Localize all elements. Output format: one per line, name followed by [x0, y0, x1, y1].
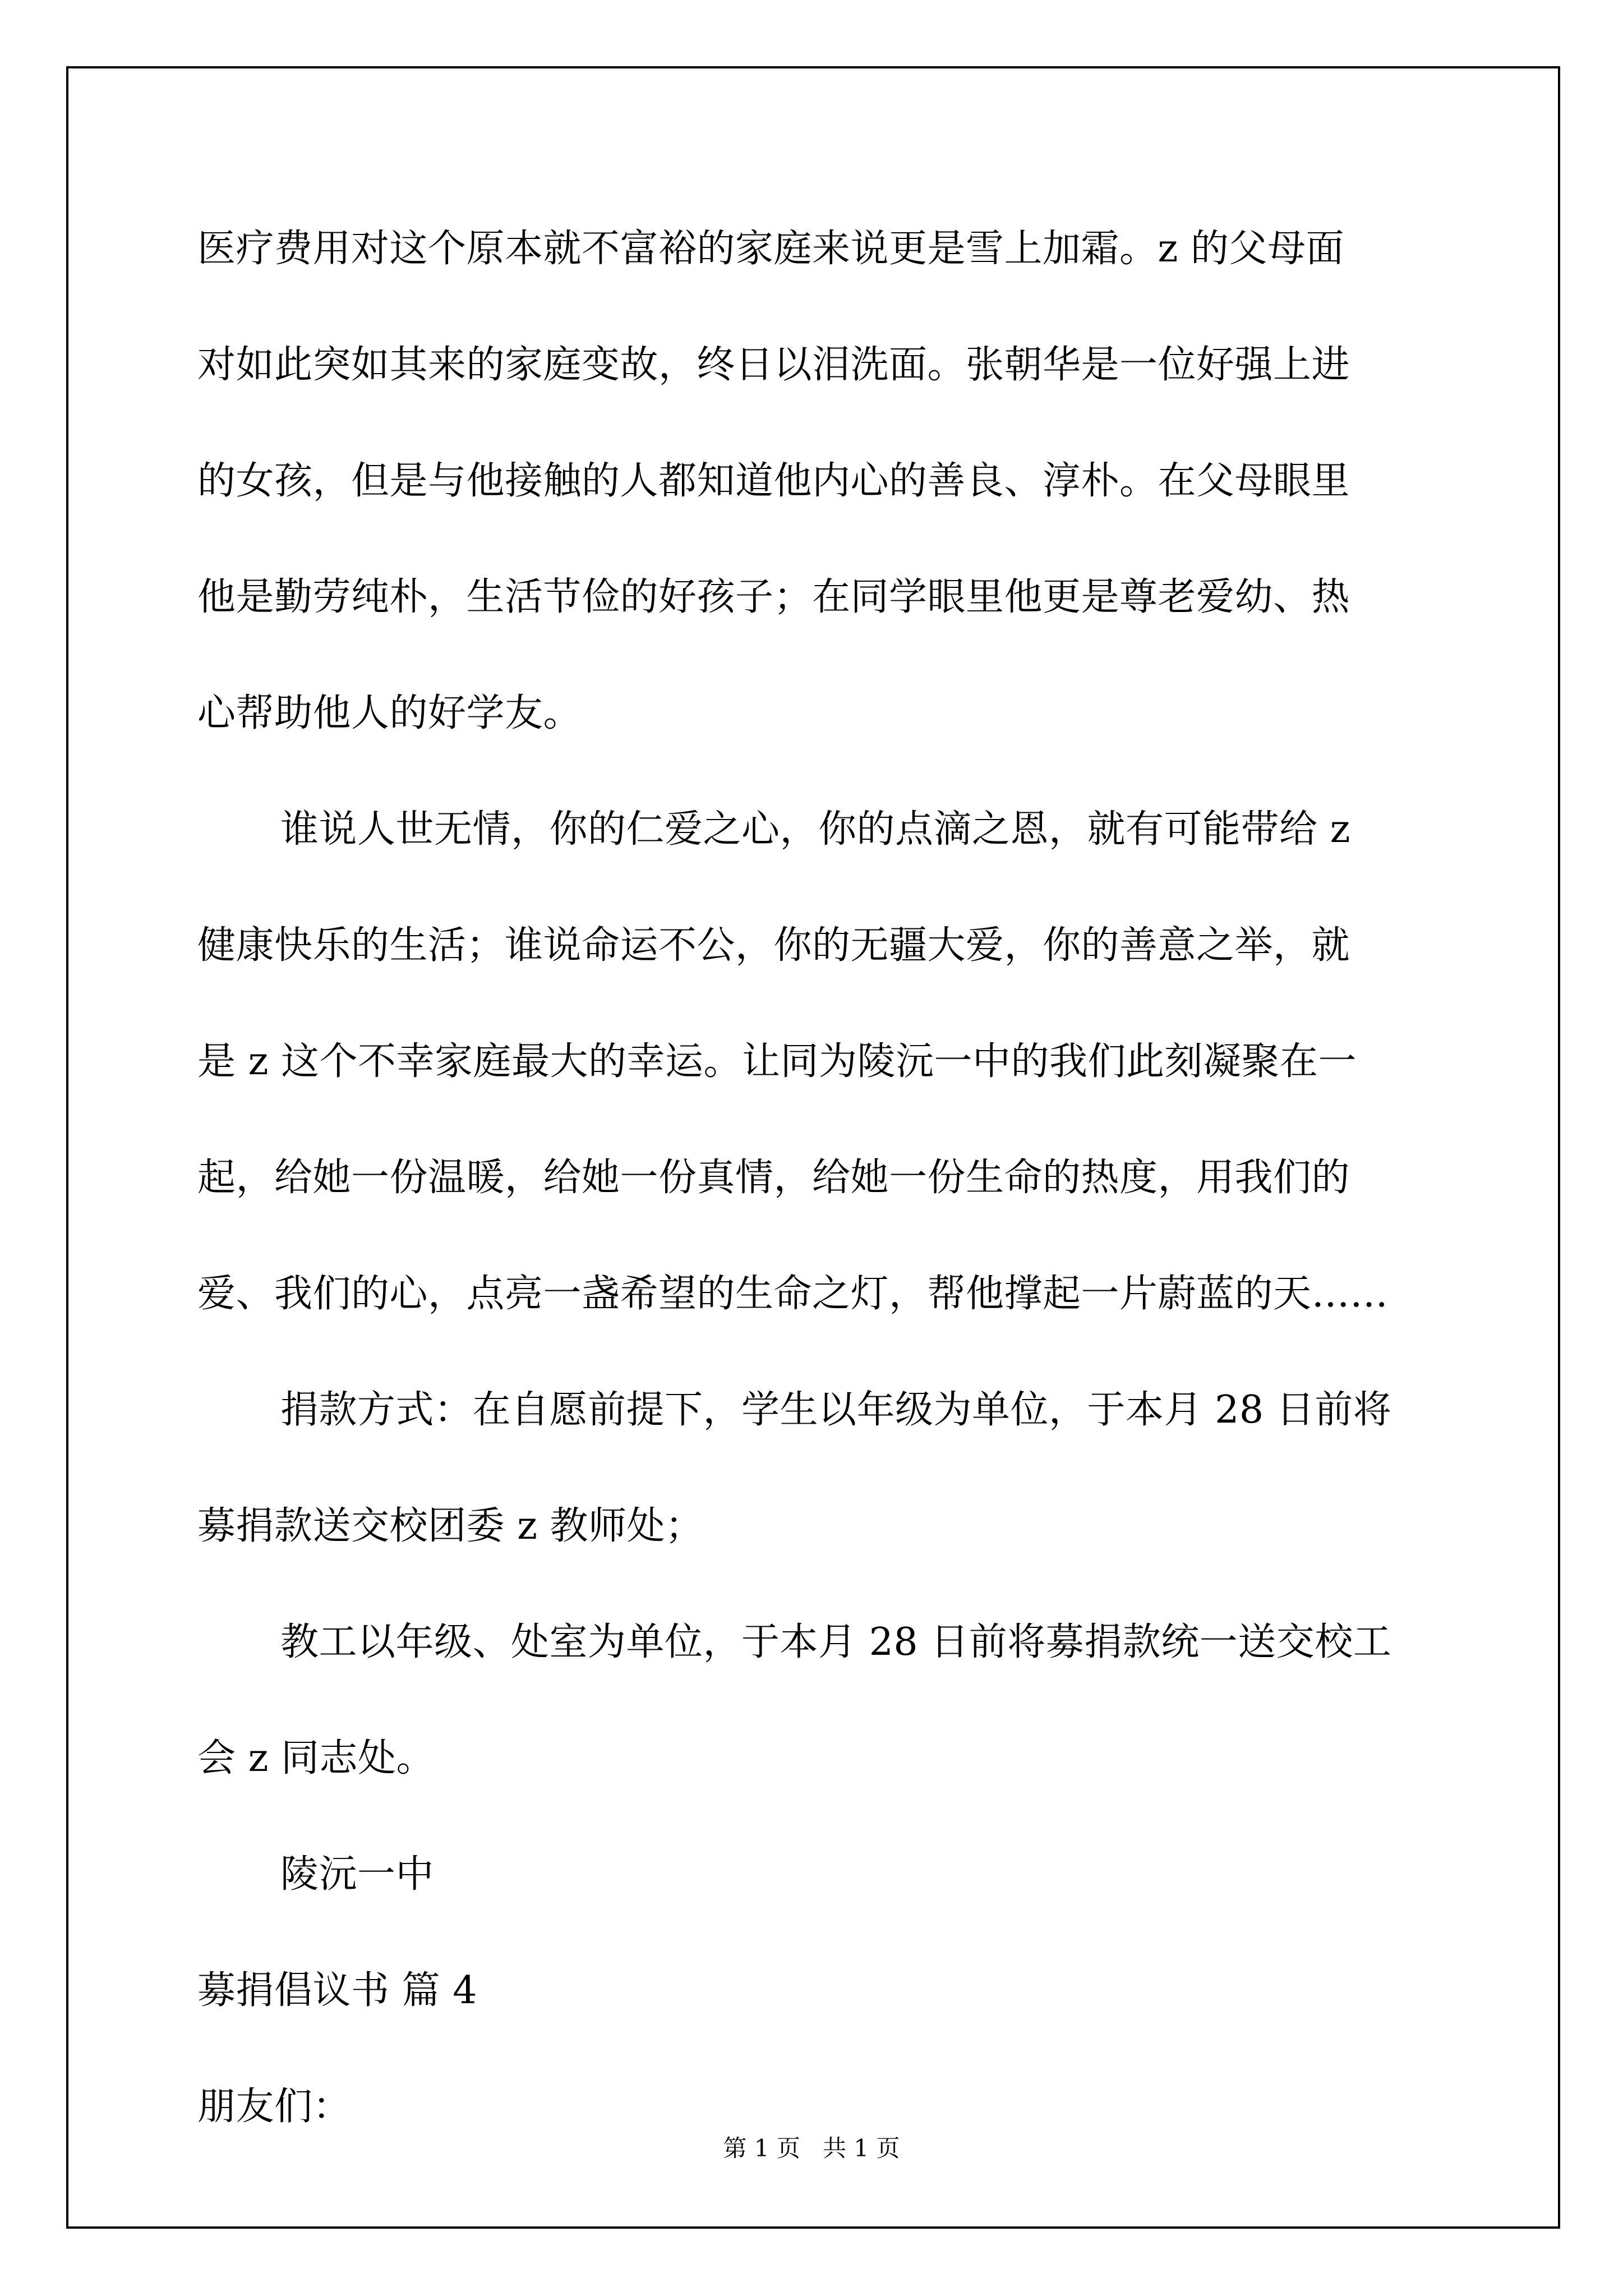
text-line: 捐款方式：在自愿前提下，学生以年级为单位，于本月 28 日前将	[280, 1388, 1392, 1432]
text-line: 他是勤劳纯朴，生活节俭的好孩子；在同学眼里他更是尊老爱幼、热	[197, 575, 1350, 619]
salutation: 朋友们：	[197, 2085, 352, 2129]
text-line: 的女孩，但是与他接触的人都知道他内心的善良、淳朴。在父母眼里	[197, 459, 1350, 503]
section-heading: 募捐倡议书 篇 4	[197, 1968, 477, 2013]
text-line: 爱、我们的心，点亮一盏希望的生命之灯，帮他撑起一片蔚蓝的天……	[197, 1272, 1389, 1316]
text-line: 健康快乐的生活；谁说命运不公，你的无疆大爱，你的善意之举，就	[197, 923, 1350, 968]
document-body	[197, 218, 1431, 2192]
text-line: 起，给她一份温暖，给她一份真情，给她一份生命的热度，用我们的	[197, 1156, 1350, 1200]
page-number-footer: 第 1 页 共 1 页	[723, 2134, 900, 2162]
text-line: 医疗费用对这个原本就不富裕的家庭来说更是雪上加霜。z 的父母面	[197, 227, 1344, 271]
text-line: 募捐款送交校团委 z 教师处；	[197, 1504, 704, 1548]
text-line: 是 z 这个不幸家庭最大的幸运。让同为陵沅一中的我们此刻凝聚在一	[197, 1039, 1357, 1084]
text-line: 会 z 同志处。	[197, 1736, 435, 1780]
signature-line: 陵沅一中	[280, 1852, 435, 1897]
text-line: 心帮助他人的好学友。	[197, 691, 582, 735]
text-line: 教工以年级、处室为单位，于本月 28 日前将募捐款统一送交校工	[280, 1620, 1392, 1664]
text-line: 对如此突如其来的家庭变故，终日以泪洗面。张朝华是一位好强上进	[197, 343, 1350, 387]
text-line: 谁说人世无情，你的仁爱之心，你的点滴之恩，就有可能带给 z	[280, 807, 1350, 852]
